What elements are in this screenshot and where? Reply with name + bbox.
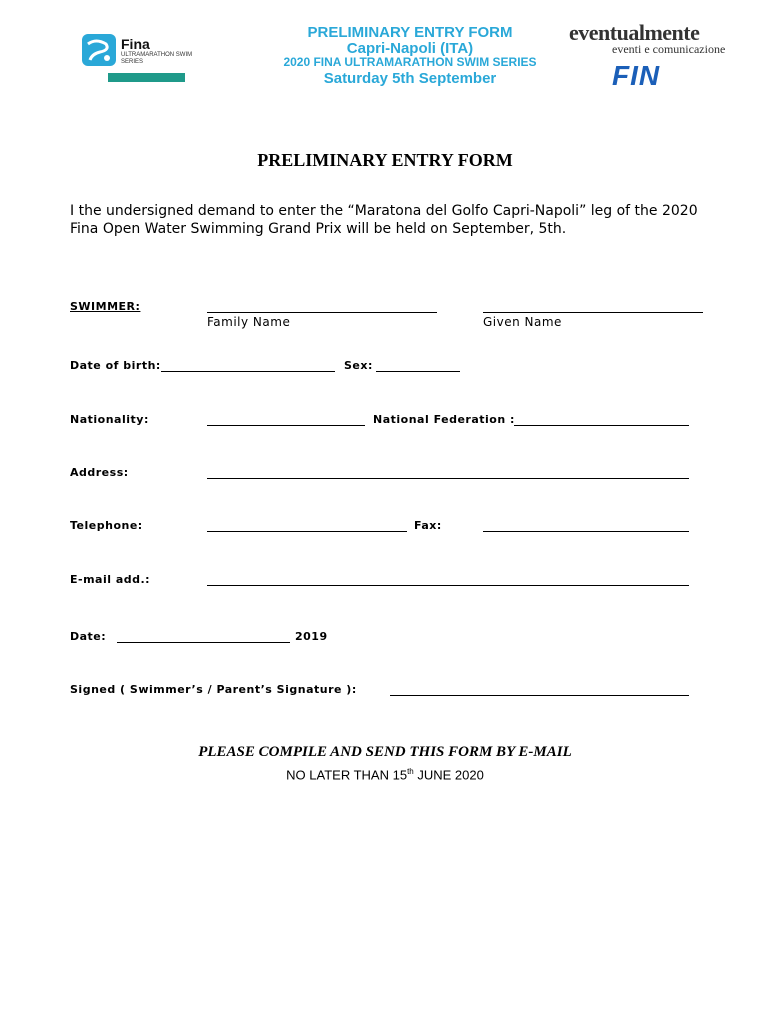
fina-swimmer-icon — [80, 32, 120, 76]
address-label: Address: — [70, 466, 129, 479]
nationality-field[interactable] — [207, 413, 365, 426]
nationality-label: Nationality: — [70, 413, 149, 426]
email-label: E-mail add.: — [70, 573, 151, 586]
form-title: PRELIMINARY ENTRY FORM — [257, 150, 513, 170]
dob-label: Date of birth: — [70, 359, 161, 372]
fax-field[interactable] — [483, 519, 689, 532]
date-year: 2019 — [295, 630, 328, 643]
national-federation-label: National Federation : — [373, 413, 515, 426]
footer-deadline-sup: th — [407, 767, 414, 776]
eventualmente-logo-subtitle: eventi e comunicazione — [612, 42, 726, 56]
fina-logo-word: Fina — [121, 36, 150, 52]
header-line-2: Capri-Napoli (ITA) — [346, 40, 474, 57]
footer-instruction: PLEASE COMPILE AND SEND THIS FORM BY E-MAIL — [198, 744, 572, 760]
header-line-4: Saturday 5th September — [323, 70, 497, 87]
email-field[interactable] — [207, 573, 689, 586]
family-name-caption: Family Name — [207, 315, 291, 329]
intro-paragraph: I the undersigned demand to enter the “Maratona del Golfo Capri-Napoli” leg of the 2020 Fina Open Water Swimming Grand Prix will be held on September, 5th. — [70, 203, 698, 237]
date-field[interactable] — [117, 630, 290, 643]
fina-logo-bar — [108, 73, 185, 82]
telephone-label: Telephone: — [70, 519, 143, 532]
fina-logo-subtitle: ULTRAMARATHON SWIM SERIES — [121, 52, 193, 65]
sex-field[interactable] — [376, 359, 460, 372]
header-line-1: PRELIMINARY ENTRY FORM — [307, 24, 513, 41]
fin-logo: FIN — [612, 60, 661, 91]
fax-label: Fax: — [414, 519, 442, 532]
eventualmente-logo: eventualmente — [569, 20, 700, 45]
footer-deadline-post: JUNE 2020 — [413, 767, 484, 783]
address-field[interactable] — [207, 466, 689, 479]
footer-deadline-pre: NO LATER THAN 15 — [286, 767, 408, 783]
date-label: Date: — [70, 630, 107, 643]
dob-field[interactable] — [161, 359, 335, 372]
swimmer-label: SWIMMER: — [70, 300, 141, 313]
telephone-field[interactable] — [207, 519, 407, 532]
footer-deadline — [0, 767, 770, 782]
given-name-field[interactable] — [483, 300, 703, 313]
national-federation-field[interactable] — [514, 413, 689, 426]
family-name-field[interactable] — [207, 300, 437, 313]
signature-field[interactable] — [390, 683, 689, 696]
signed-label: Signed ( Swimmer’s / Parent’s Signature ): — [70, 683, 357, 696]
sex-label: Sex: — [344, 359, 373, 372]
header-line-3: 2020 FINA ULTRAMARATHON SWIM SERIES — [283, 55, 537, 69]
given-name-caption: Given Name — [483, 315, 562, 329]
